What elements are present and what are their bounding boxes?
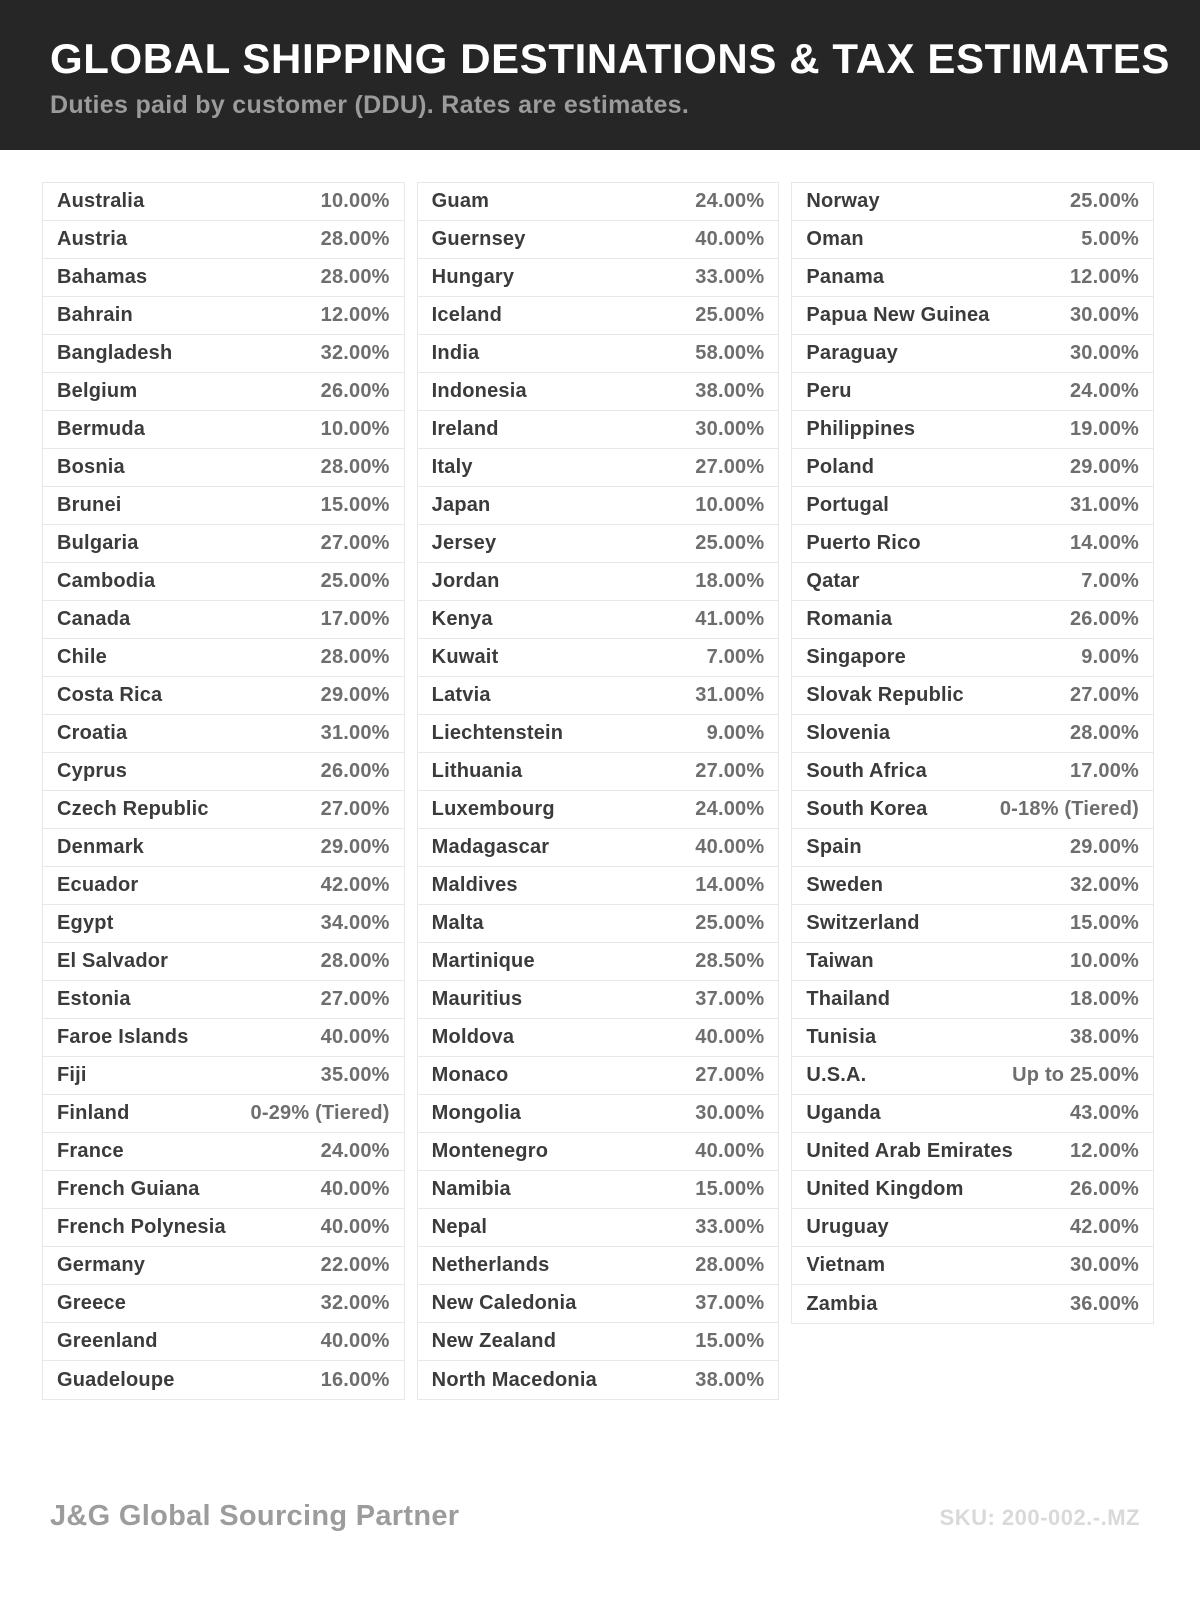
table-row: [792, 183, 1153, 221]
page-title: GLOBAL SHIPPING DESTINATIONS & TAX ESTIMATES: [50, 35, 1171, 82]
table-row: [43, 335, 404, 373]
rate-value: 26.00%: [1069, 608, 1140, 630]
country-label: Iceland: [431, 304, 502, 326]
rate-value: 40.00%: [695, 1026, 765, 1048]
country-label: Guadeloupe: [57, 1368, 175, 1391]
country-label: Panama: [806, 266, 885, 288]
table-row: [43, 221, 404, 259]
table-row: [792, 1285, 1153, 1323]
rate-value: 38.00%: [695, 380, 765, 402]
table-row: [792, 1209, 1153, 1247]
table-row: [418, 1095, 779, 1133]
rate-value: 28.00%: [320, 950, 390, 972]
brand-name: J&G Global Sourcing Partner: [50, 1500, 460, 1532]
rate-value: 12.00%: [1069, 1140, 1140, 1162]
country-label: Luxembourg: [431, 798, 555, 820]
table-row: [792, 1133, 1153, 1171]
rate-value: 14.00%: [695, 874, 765, 896]
country-label: Belgium: [57, 380, 138, 402]
country-label: Slovak Republic: [806, 684, 964, 706]
rate-value: 40.00%: [320, 1216, 390, 1238]
table-row: [792, 221, 1153, 259]
rate-value: 30.00%: [695, 1102, 765, 1124]
rate-value: 30.00%: [1069, 1254, 1140, 1276]
country-label: Oman: [806, 228, 864, 250]
table-row: [43, 1323, 404, 1361]
rate-value: 16.00%: [320, 1368, 390, 1391]
country-label: Puerto Rico: [806, 532, 921, 554]
rate-value: 26.00%: [1069, 1178, 1140, 1200]
rate-value: 31.00%: [695, 684, 765, 706]
country-label: Madagascar: [431, 836, 550, 858]
rate-value: 15.00%: [695, 1178, 765, 1200]
rate-value: 40.00%: [695, 836, 765, 858]
rate-value: 10.00%: [1069, 950, 1140, 972]
country-label: North Macedonia: [431, 1368, 597, 1391]
country-label: Portugal: [806, 494, 890, 516]
table-row: [792, 867, 1153, 905]
table-row: [43, 715, 404, 753]
country-label: Greenland: [57, 1330, 158, 1352]
country-label: Poland: [806, 456, 875, 478]
rate-value: 7.00%: [1081, 570, 1140, 592]
table-row: [43, 1057, 404, 1095]
country-label: Latvia: [431, 684, 491, 706]
table-row: [43, 1095, 404, 1133]
table-row: [43, 601, 404, 639]
country-label: Slovenia: [806, 722, 891, 744]
table-row: [792, 297, 1153, 335]
rate-value: 27.00%: [695, 1064, 765, 1086]
country-label: French Polynesia: [57, 1216, 226, 1238]
country-label: Austria: [57, 228, 128, 250]
country-label: Bangladesh: [57, 342, 173, 364]
table-row: [792, 639, 1153, 677]
rate-value: 27.00%: [695, 456, 765, 478]
table-row: [43, 525, 404, 563]
country-label: Uruguay: [806, 1216, 889, 1238]
rate-value: 31.00%: [320, 722, 390, 744]
rate-value: 27.00%: [320, 988, 390, 1010]
country-label: Maldives: [431, 874, 518, 896]
table-row: [792, 487, 1153, 525]
country-label: Jersey: [431, 532, 497, 554]
rate-value: 24.00%: [695, 190, 765, 212]
table-row: [418, 297, 779, 335]
country-label: South Korea: [806, 798, 928, 820]
rate-value: 28.00%: [320, 646, 390, 668]
rate-value: 27.00%: [320, 532, 390, 554]
rate-value: 9.00%: [706, 722, 765, 744]
table-row: [418, 525, 779, 563]
country-label: Mongolia: [431, 1102, 522, 1124]
rate-value: 37.00%: [695, 988, 765, 1010]
table-row: [792, 563, 1153, 601]
country-label: New Caledonia: [431, 1292, 577, 1314]
rate-value: 36.00%: [1069, 1292, 1140, 1315]
rate-value: 42.00%: [320, 874, 390, 896]
table-row: [418, 335, 779, 373]
rate-value: 10.00%: [320, 418, 390, 440]
country-label: Denmark: [57, 836, 144, 858]
country-label: Uganda: [806, 1102, 881, 1124]
rate-value: 32.00%: [1069, 874, 1140, 896]
country-label: Switzerland: [806, 912, 920, 934]
country-label: Namibia: [431, 1178, 511, 1200]
rate-value: 28.00%: [695, 1254, 765, 1276]
rate-value: 38.00%: [1069, 1026, 1140, 1048]
table-row: [792, 411, 1153, 449]
country-label: Bermuda: [57, 418, 146, 440]
rate-value: 37.00%: [695, 1292, 765, 1314]
rates-column-3: [791, 182, 1154, 1324]
table-row: [43, 411, 404, 449]
table-row: [792, 677, 1153, 715]
table-row: [418, 487, 779, 525]
rate-value: 24.00%: [1069, 380, 1140, 402]
rate-value: 25.00%: [695, 304, 765, 326]
country-label: Brunei: [57, 494, 122, 516]
rate-value: 15.00%: [1069, 912, 1140, 934]
rate-value: 24.00%: [695, 798, 765, 820]
table-row: [418, 601, 779, 639]
rate-value: 32.00%: [320, 342, 390, 364]
table-row: [418, 1285, 779, 1323]
table-row: [792, 715, 1153, 753]
table-row: [43, 905, 404, 943]
country-label: Sweden: [806, 874, 884, 896]
header-banner: [0, 0, 1200, 150]
table-row: [43, 1285, 404, 1323]
table-row: [792, 1019, 1153, 1057]
country-label: Finland: [57, 1102, 130, 1124]
rate-value: 40.00%: [695, 228, 765, 250]
table-row: [43, 373, 404, 411]
table-row: [418, 677, 779, 715]
country-label: Egypt: [57, 912, 114, 934]
sku-label: SKU: 200-002.-.MZ: [939, 1505, 1140, 1530]
rate-value: 29.00%: [1069, 836, 1140, 858]
country-label: Kuwait: [431, 646, 499, 668]
table-row: [43, 563, 404, 601]
table-row: [792, 1171, 1153, 1209]
country-label: Indonesia: [431, 380, 527, 402]
country-label: Ecuador: [57, 874, 139, 896]
country-label: French Guiana: [57, 1178, 200, 1200]
table-row: [418, 373, 779, 411]
country-label: U.S.A.: [806, 1064, 867, 1086]
table-row: [792, 943, 1153, 981]
table-row: [418, 981, 779, 1019]
country-label: Costa Rica: [57, 684, 163, 706]
country-label: Tunisia: [806, 1026, 877, 1048]
country-label: United Arab Emirates: [806, 1140, 1013, 1162]
footer: [50, 1500, 1140, 1533]
table-row: [418, 1209, 779, 1247]
rate-value: 27.00%: [320, 798, 390, 820]
rate-value: 28.00%: [320, 266, 390, 288]
table-row: [418, 1171, 779, 1209]
country-label: United Kingdom: [806, 1178, 964, 1200]
country-label: South Africa: [806, 760, 927, 782]
rate-value: 27.00%: [1069, 684, 1140, 706]
table-row: [418, 411, 779, 449]
country-label: Liechtenstein: [431, 722, 564, 744]
country-label: Papua New Guinea: [806, 304, 990, 326]
rate-value: 35.00%: [320, 1064, 390, 1086]
rate-value: 7.00%: [706, 646, 765, 668]
table-row: [43, 1361, 404, 1399]
rate-value: 40.00%: [320, 1026, 390, 1048]
country-label: Australia: [57, 190, 145, 212]
table-row: [418, 563, 779, 601]
table-row: [43, 1133, 404, 1171]
rate-value: 40.00%: [695, 1140, 765, 1162]
country-label: Zambia: [806, 1292, 878, 1315]
table-row: [43, 867, 404, 905]
country-label: Guam: [431, 190, 490, 212]
table-row: [43, 1171, 404, 1209]
country-label: Germany: [57, 1254, 146, 1276]
country-label: Fiji: [57, 1064, 87, 1086]
country-label: Paraguay: [806, 342, 898, 364]
rate-value: 10.00%: [320, 190, 390, 212]
country-label: Peru: [806, 380, 852, 402]
rate-value: 17.00%: [320, 608, 390, 630]
table-row: [792, 259, 1153, 297]
rate-value: 40.00%: [320, 1178, 390, 1200]
country-label: Malta: [431, 912, 484, 934]
table-row: [792, 1247, 1153, 1285]
country-label: Bahamas: [57, 266, 148, 288]
table-row: [418, 1057, 779, 1095]
table-row: [792, 981, 1153, 1019]
country-label: Moldova: [431, 1026, 515, 1048]
country-label: Kenya: [431, 608, 493, 630]
table-row: [418, 1247, 779, 1285]
table-row: [792, 449, 1153, 487]
table-row: [418, 1019, 779, 1057]
rate-value: 29.00%: [320, 836, 390, 858]
table-row: [418, 1361, 779, 1399]
rate-value: 32.00%: [320, 1292, 390, 1314]
table-row: [43, 829, 404, 867]
table-row: [43, 1209, 404, 1247]
rate-value: 28.00%: [320, 456, 390, 478]
rate-value: 15.00%: [320, 494, 390, 516]
rate-value: 0-18% (Tiered): [999, 798, 1140, 820]
country-label: Ireland: [431, 418, 499, 440]
table-row: [43, 791, 404, 829]
country-label: Norway: [806, 190, 880, 212]
rate-value: 5.00%: [1081, 228, 1140, 250]
country-label: Singapore: [806, 646, 906, 668]
rate-value: 30.00%: [695, 418, 765, 440]
country-label: Italy: [431, 456, 473, 478]
table-row: [792, 1095, 1153, 1133]
country-label: Nepal: [431, 1216, 488, 1238]
table-row: [43, 259, 404, 297]
table-row: [792, 1057, 1153, 1095]
country-label: Estonia: [57, 988, 131, 1010]
country-label: Thailand: [806, 988, 891, 1010]
rate-value: 42.00%: [1069, 1216, 1140, 1238]
table-row: [418, 639, 779, 677]
table-row: [792, 791, 1153, 829]
table-row: [792, 335, 1153, 373]
table-row: [43, 1247, 404, 1285]
rate-value: 33.00%: [695, 1216, 765, 1238]
rate-value: 25.00%: [1069, 190, 1140, 212]
country-label: Bahrain: [57, 304, 133, 326]
table-row: [792, 601, 1153, 639]
rate-value: 27.00%: [695, 760, 765, 782]
rate-value: 26.00%: [320, 380, 390, 402]
table-row: [43, 297, 404, 335]
country-label: Montenegro: [431, 1140, 549, 1162]
page-subtitle: Duties paid by customer (DDU). Rates are estimates.: [50, 91, 690, 120]
rate-value: 9.00%: [1081, 646, 1140, 668]
table-row: [792, 525, 1153, 563]
rate-value: 10.00%: [695, 494, 765, 516]
rate-value: 33.00%: [695, 266, 765, 288]
country-label: Bulgaria: [57, 532, 139, 554]
rates-table: [42, 182, 1154, 1400]
rate-value: 38.00%: [695, 1368, 765, 1391]
table-row: [418, 867, 779, 905]
rates-column-2: [417, 182, 780, 1400]
table-row: [418, 183, 779, 221]
rate-value: Up to 25.00%: [1012, 1064, 1140, 1086]
rates-column-1: [42, 182, 405, 1400]
country-label: Hungary: [431, 266, 515, 288]
rate-value: 41.00%: [695, 608, 765, 630]
country-label: France: [57, 1140, 124, 1162]
table-row: [792, 905, 1153, 943]
rate-value: 18.00%: [1069, 988, 1140, 1010]
rate-value: 34.00%: [320, 912, 390, 934]
table-row: [792, 753, 1153, 791]
rate-value: 22.00%: [320, 1254, 390, 1276]
table-row: [418, 715, 779, 753]
rate-value: 12.00%: [320, 304, 390, 326]
rate-value: 15.00%: [695, 1330, 765, 1352]
country-label: Spain: [806, 836, 862, 858]
country-label: Lithuania: [431, 760, 523, 782]
country-label: Faroe Islands: [57, 1026, 189, 1048]
rate-value: 0-29% (Tiered): [250, 1102, 390, 1124]
country-label: Vietnam: [806, 1254, 886, 1276]
rate-value: 29.00%: [320, 684, 390, 706]
rate-value: 30.00%: [1069, 304, 1140, 326]
country-label: Bosnia: [57, 456, 125, 478]
country-label: India: [431, 342, 480, 364]
country-label: New Zealand: [431, 1330, 557, 1352]
rate-value: 19.00%: [1069, 418, 1140, 440]
rate-value: 26.00%: [320, 760, 390, 782]
rate-value: 30.00%: [1069, 342, 1140, 364]
country-label: Qatar: [806, 570, 860, 592]
table-row: [418, 1323, 779, 1361]
table-row: [43, 1019, 404, 1057]
country-label: Chile: [57, 646, 107, 668]
table-row: [792, 829, 1153, 867]
country-label: Guernsey: [431, 228, 526, 250]
rate-value: 25.00%: [695, 912, 765, 934]
country-label: Romania: [806, 608, 893, 630]
table-row: [418, 753, 779, 791]
rate-value: 40.00%: [320, 1330, 390, 1352]
country-label: Canada: [57, 608, 131, 630]
country-label: Croatia: [57, 722, 128, 744]
table-row: [418, 905, 779, 943]
table-row: [43, 943, 404, 981]
country-label: Monaco: [431, 1064, 509, 1086]
rate-value: 25.00%: [695, 532, 765, 554]
table-row: [792, 373, 1153, 411]
table-row: [43, 753, 404, 791]
rate-value: 28.50%: [695, 950, 765, 972]
rate-value: 18.00%: [695, 570, 765, 592]
table-row: [43, 487, 404, 525]
table-row: [418, 259, 779, 297]
country-label: Mauritius: [431, 988, 523, 1010]
table-row: [43, 449, 404, 487]
country-label: Martinique: [431, 950, 535, 972]
country-label: Greece: [57, 1292, 127, 1314]
rate-value: 24.00%: [320, 1140, 390, 1162]
rate-value: 29.00%: [1069, 456, 1140, 478]
rate-value: 25.00%: [320, 570, 390, 592]
rate-value: 14.00%: [1069, 532, 1140, 554]
table-row: [43, 183, 404, 221]
table-row: [418, 221, 779, 259]
table-row: [43, 639, 404, 677]
country-label: Taiwan: [806, 950, 874, 972]
table-row: [418, 829, 779, 867]
rate-value: 28.00%: [320, 228, 390, 250]
table-row: [43, 981, 404, 1019]
country-label: Jordan: [431, 570, 500, 592]
country-label: Cambodia: [57, 570, 156, 592]
table-row: [418, 449, 779, 487]
table-row: [418, 791, 779, 829]
country-label: Cyprus: [57, 760, 128, 782]
country-label: Philippines: [806, 418, 916, 440]
rate-value: 12.00%: [1069, 266, 1140, 288]
country-label: Netherlands: [431, 1254, 550, 1276]
rate-value: 43.00%: [1069, 1102, 1140, 1124]
rate-value: 28.00%: [1069, 722, 1140, 744]
table-row: [43, 677, 404, 715]
table-row: [418, 943, 779, 981]
rate-value: 31.00%: [1069, 494, 1140, 516]
table-row: [418, 1133, 779, 1171]
country-label: Japan: [431, 494, 491, 516]
country-label: El Salvador: [57, 950, 169, 972]
country-label: Czech Republic: [57, 798, 209, 820]
rate-value: 17.00%: [1069, 760, 1140, 782]
rate-value: 58.00%: [695, 342, 765, 364]
